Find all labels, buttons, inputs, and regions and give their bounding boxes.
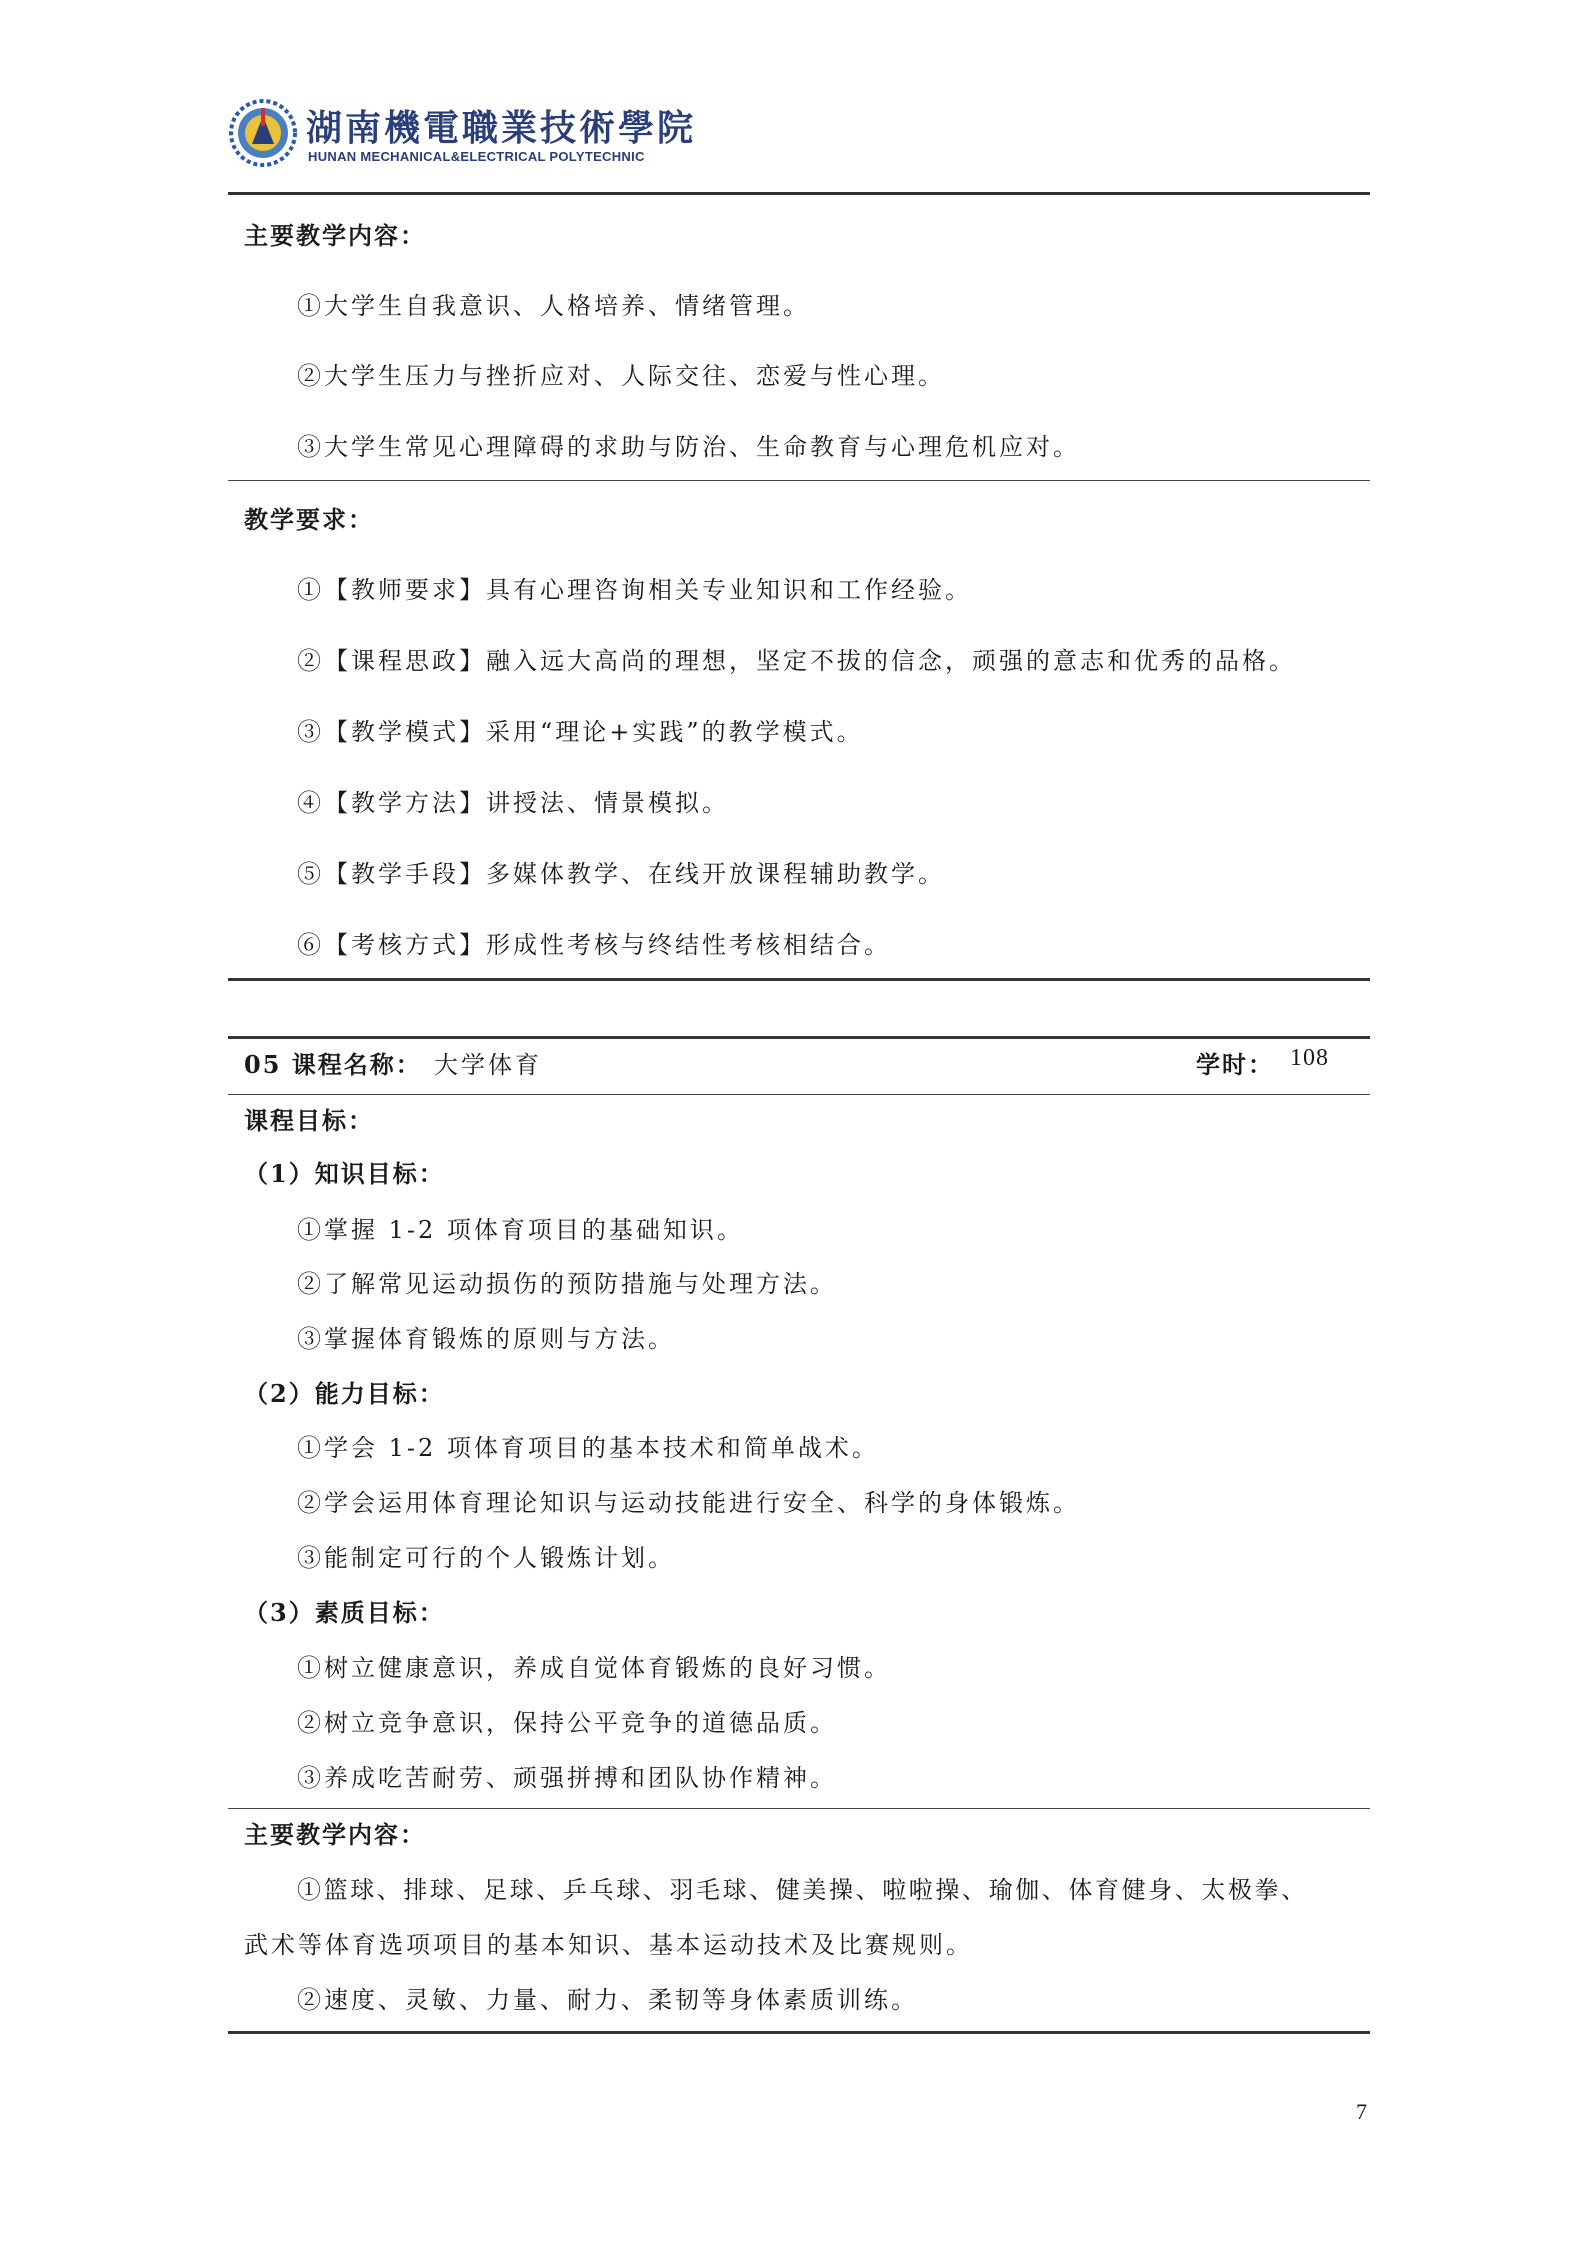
list-item-continuation: 武术等体育选项项目的基本知识、基本运动技术及比赛规则。 (244, 1931, 973, 1959)
list-item: ③【教学模式】采用“理论+实践”的教学模式。 (297, 718, 864, 746)
list-item: ③能制定可行的个人锻炼计划。 (297, 1544, 675, 1572)
course-name-value: 大学体育 (434, 1051, 542, 1079)
list-item: ②了解常见运动损伤的预防措施与处理方法。 (297, 1270, 837, 1298)
list-item: ④【教学方法】讲授法、情景模拟。 (297, 789, 729, 817)
school-name-cn: 湖南機電職業技術學院 (306, 107, 697, 149)
list-item: ②学会运用体育理论知识与运动技能进行安全、科学的身体锻炼。 (297, 1489, 1080, 1517)
list-item: ①学会 1-2 项体育项目的基本技术和简单战术。 (297, 1434, 879, 1462)
list-item: ②【课程思政】融入远大高尚的理想，坚定不拔的信念，顽强的意志和优秀的品格。 (297, 647, 1296, 675)
goals-heading: 课程目标： (244, 1106, 374, 1135)
list-item: ①树立健康意识，养成自觉体育锻炼的良好习惯。 (297, 1654, 891, 1682)
list-item: ②速度、灵敏、力量、耐力、柔韧等身体素质训练。 (297, 1986, 918, 2014)
list-item: ①掌握 1-2 项体育项目的基础知识。 (297, 1216, 744, 1244)
list-item: ③掌握体育锻炼的原则与方法。 (297, 1325, 675, 1353)
table-bottom-rule (228, 978, 1370, 981)
section-heading: 教学要求： (244, 505, 374, 534)
ability-goals-heading: （2）能力目标： (244, 1379, 445, 1408)
page-number: 7 (1356, 2099, 1367, 2124)
knowledge-goals-heading: （1）知识目标： (244, 1159, 445, 1188)
list-item: ⑥【考核方式】形成性考核与终结性考核相结合。 (297, 931, 891, 959)
list-item: ②树立竞争意识，保持公平竞争的道德品质。 (297, 1709, 837, 1737)
row-divider (228, 1094, 1370, 1095)
content-heading: 主要教学内容： (244, 1820, 426, 1849)
course-name-label: 05 课程名称： (244, 1050, 422, 1079)
course-hours-value: 108 (1290, 1045, 1329, 1071)
section-heading: 主要教学内容： (244, 221, 426, 250)
list-item: ⑤【教学手段】多媒体教学、在线开放课程辅助教学。 (297, 860, 945, 888)
course-hours-label: 学时： (1196, 1050, 1274, 1079)
list-item: ①篮球、排球、足球、乒乓球、羽毛球、健美操、啦啦操、瑜伽、体育健身、太极拳、 (297, 1876, 1308, 1904)
school-name-en: HUNAN MECHANICAL&ELECTRICAL POLYTECHNIC (308, 149, 645, 164)
list-item: ①【教师要求】具有心理咨询相关专业知识和工作经验。 (297, 576, 972, 604)
section-divider (228, 480, 1370, 481)
school-logo (228, 92, 697, 182)
header-rule (228, 192, 1370, 195)
list-item: ③大学生常见心理障碍的求助与防治、生命教育与心理危机应对。 (297, 433, 1080, 461)
list-item: ①大学生自我意识、人格培养、情绪管理。 (297, 292, 810, 320)
quality-goals-heading: （3）素质目标： (244, 1598, 445, 1627)
list-item: ②大学生压力与挫折应对、人际交往、恋爱与性心理。 (297, 362, 945, 390)
list-item: ③养成吃苦耐劳、顽强拼搏和团队协作精神。 (297, 1764, 837, 1792)
table-top-rule (228, 1036, 1370, 1039)
row-divider (228, 1808, 1370, 1809)
table-bottom-rule (228, 2031, 1370, 2034)
school-emblem-icon (228, 98, 298, 168)
